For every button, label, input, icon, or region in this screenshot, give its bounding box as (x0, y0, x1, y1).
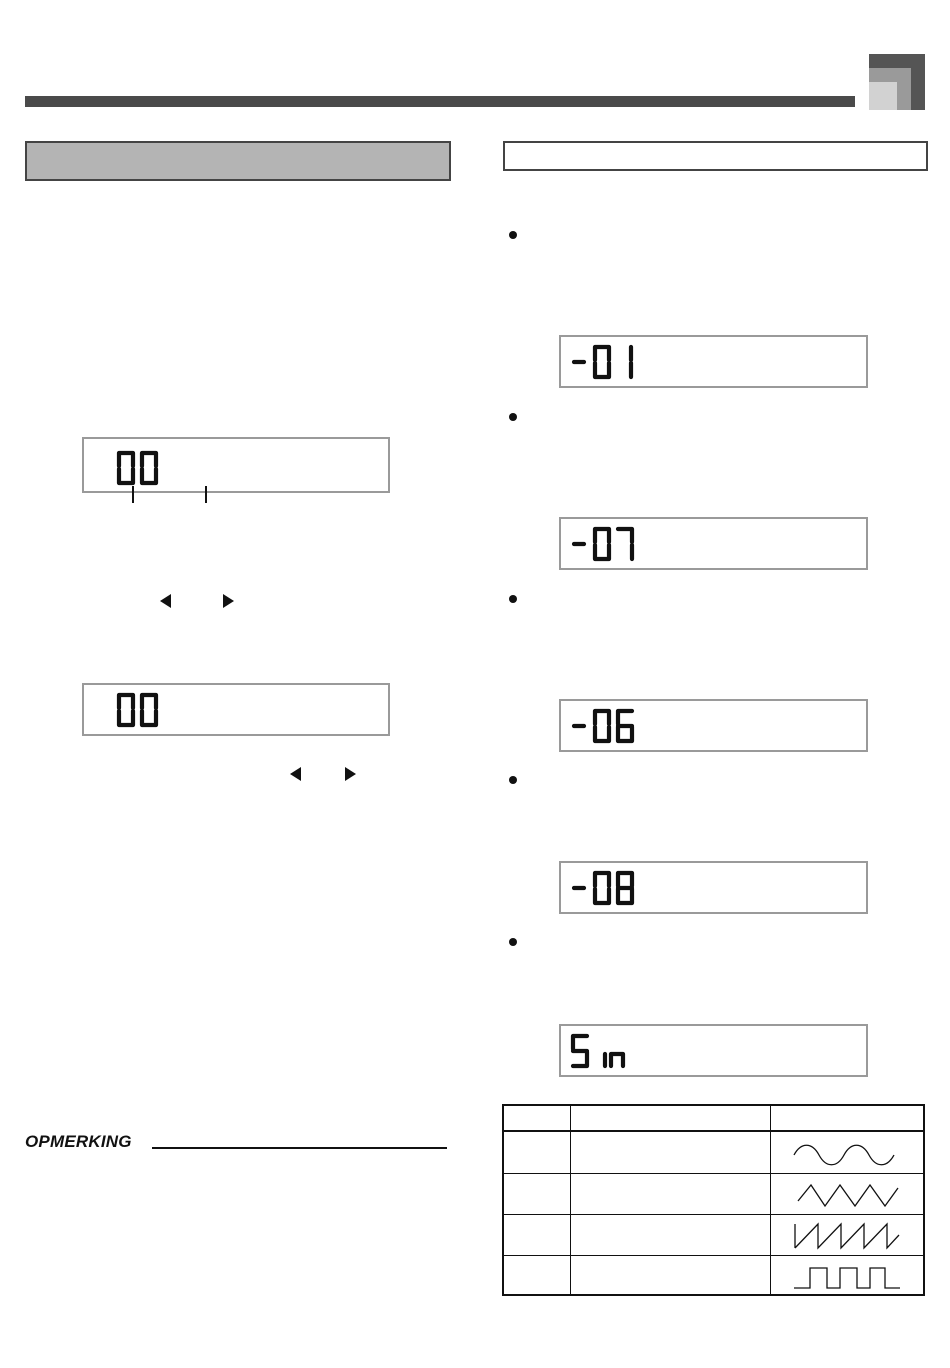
lcd-display-2 (82, 683, 390, 736)
bullet-icon (509, 938, 517, 946)
callout-tick-2 (205, 486, 207, 503)
sawtooth-wave-icon (791, 1221, 903, 1251)
table-header-divider (504, 1130, 923, 1132)
note-rule (152, 1147, 447, 1149)
callout-tick-1 (132, 486, 134, 503)
lcd-digits-1 (84, 439, 392, 511)
lcd-digits-2 (84, 685, 392, 738)
square-wave-icon (790, 1263, 904, 1293)
lcd-digits-minus06 (561, 701, 870, 754)
right-section-title-box (503, 141, 928, 171)
lcd-display-minus08 (559, 861, 868, 914)
lcd-display-sin (559, 1024, 868, 1077)
bullet-icon (509, 776, 517, 784)
bullet-icon (509, 413, 517, 421)
table-row-divider (504, 1255, 923, 1256)
table-row-divider (504, 1173, 923, 1174)
header-bar (25, 96, 855, 107)
waveform-table (502, 1104, 925, 1296)
table-col-divider (770, 1106, 771, 1294)
right-arrow-icon (223, 594, 234, 608)
lcd-display-1 (82, 437, 390, 493)
lcd-digits-minus07 (561, 519, 870, 572)
triangle-wave-icon (794, 1180, 902, 1210)
lcd-display-minus07 (559, 517, 868, 570)
lcd-digits-sin (561, 1026, 870, 1079)
lcd-display-minus06 (559, 699, 868, 752)
lcd-digits-minus08 (561, 863, 870, 916)
table-col-divider (570, 1106, 571, 1294)
sine-wave-icon (790, 1140, 902, 1170)
left-section-title-box (25, 141, 451, 181)
note-heading: OPMERKING (25, 1132, 132, 1151)
table-row-divider (504, 1214, 923, 1215)
bullet-icon (509, 595, 517, 603)
lcd-digits-minus01 (561, 337, 870, 390)
bullet-icon (509, 231, 517, 239)
left-arrow-icon (290, 767, 301, 781)
left-arrow-icon (160, 594, 171, 608)
right-arrow-icon (345, 767, 356, 781)
lcd-display-minus01 (559, 335, 868, 388)
page-corner-tab (869, 54, 925, 110)
